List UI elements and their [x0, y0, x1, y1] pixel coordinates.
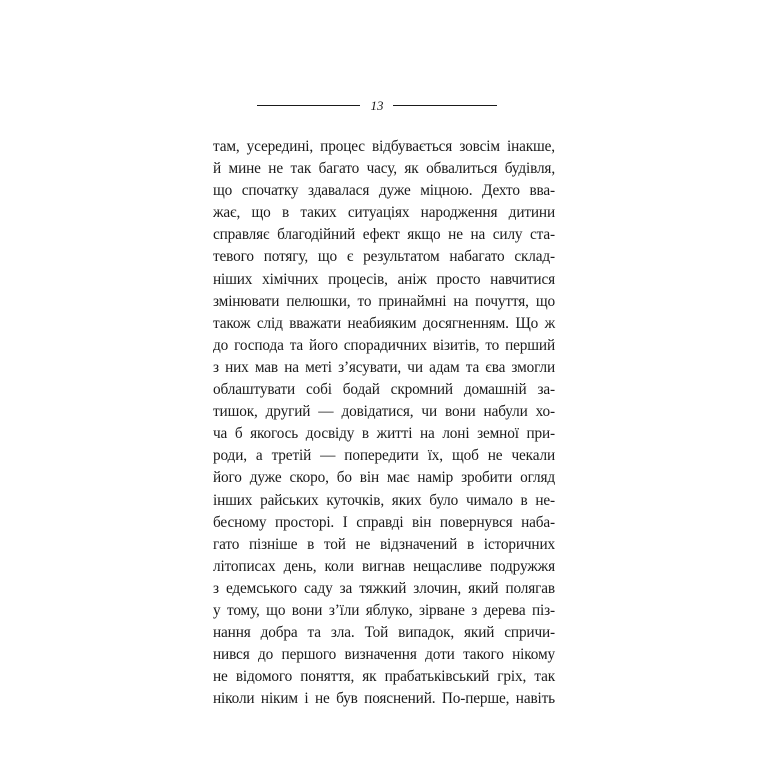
text-line: змінювати пелюшки, то принаймні на почуття, що: [213, 292, 555, 310]
text-line: що спочатку здавалася дуже міцною. Дехто вва-: [213, 182, 555, 200]
text-line: гато пізніше в той не відзначений в історичних: [213, 535, 555, 553]
text-line: інших райських куточків, яких було чимало в не-: [213, 491, 555, 509]
text-line: тишок, другий — довідатися, чи вони набули хо-: [213, 403, 555, 421]
header-rule-right: [393, 105, 497, 106]
text-line: також слід вважати неабияким досягненням. Що ж: [213, 314, 555, 332]
text-line: й мине не так багато часу, як обвалиться будівля,: [213, 160, 555, 178]
page-number: 13: [370, 98, 384, 113]
text-line: у тому, що вони з’їли яблуко, зірване з дерева піз-: [213, 601, 555, 619]
text-line: жає, що в таких ситуаціях народження дитини: [213, 204, 555, 222]
text-line: там, усередині, процес відбувається зовсім інакше,: [213, 138, 555, 155]
text-line: нився до першого визначення доти такого нікому: [213, 646, 555, 664]
header-rule-left: [257, 105, 360, 106]
text-line: з них мав на меті з’ясувати, чи адам та єва змогли: [213, 358, 555, 376]
text-line: з едемського саду за тяжкий злочин, який полягав: [213, 579, 555, 597]
text-line: його дуже скоро, бо він має намір зробити огляд: [213, 469, 555, 487]
text-line: ніших хімічних процесів, аніж просто навчитися: [213, 270, 555, 288]
text-line: ча б якогось досвіду в житті на лоні земної при-: [213, 425, 555, 443]
text-line: облаштувати собі бодай скромний домашній за-: [213, 381, 555, 399]
text-line: справляє благодійний ефект якщо не на силу ста-: [213, 226, 555, 244]
text-line: ніколи ніким і не був пояснений. По-перше, навіть: [213, 690, 555, 708]
text-line: літописах день, коли вигнав нещасливе подружжя: [213, 557, 555, 575]
body-text: [213, 136, 555, 710]
text-line: тевого потягу, що є результатом набагато склад-: [213, 248, 555, 266]
text-line: до господа та його спорадичних візитів, то перший: [213, 336, 555, 354]
page-header: [0, 96, 768, 116]
text-line: не відомого поняття, як прабатьківський гріх, так: [213, 668, 555, 686]
text-line: роди, а третій — попередити їх, щоб не чекали: [213, 447, 555, 465]
text-line: бесному просторі. І справді він повернувся наба-: [213, 513, 555, 531]
text-line: нання добра та зла. Той випадок, який спричи-: [213, 624, 555, 642]
